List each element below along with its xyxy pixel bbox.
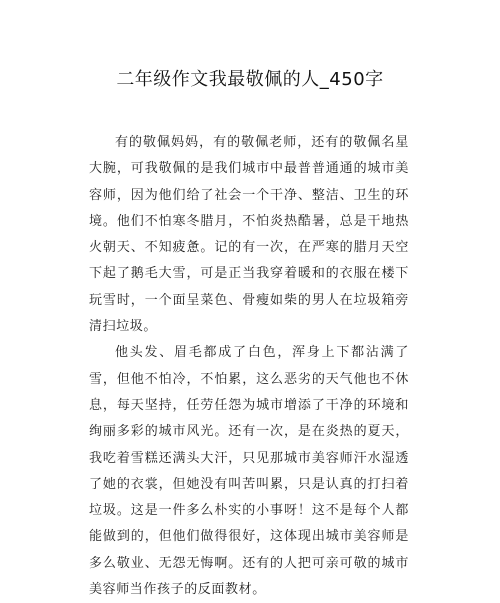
paragraph-1: 有的敬佩妈妈，有的敬佩老师，还有的敬佩名星大腕，可我敬佩的是我们城市中最普普通通的城市美容师，因为他们给了社会一个干净、整洁、卫生的环境。他们不怕寒冬腊月，不怕炎热酷暑，总是干地热火朝天、不知疲惫。记的有一次，在严寒的腊月天空下起了鹅毛大雪，可是正当我穿着暖和的衣服在楼下玩雪时，一个面呈菜色、骨瘦如柴的男人在垃圾箱旁清扫垃圾。	[89, 135, 409, 335]
document-body	[89, 130, 409, 603]
document-title: 二年级作文我最敬佩的人_450字	[116, 69, 384, 90]
paragraph-2: 他头发、眉毛都成了白色，浑身上下都沾满了雪，但他不怕冷，不怕累，这么恶劣的天气他也不休息，每天坚持，任劳任怨为城市增添了干净的环境和绚丽多彩的城市风光。还有一次，是在炎热的夏天，我吃着雪糕还满头大汗，只见那城市美容师汗水湿透了她的衣裳，但她没有叫苦叫累，只是认真的打扫着垃圾。这是一件多么朴实的小事呀！这不是每个人都能做到的，但他们做得很好，这体现出城市美容师是多么敬业、无怨无悔啊。还有的人把可亲可敬的城市美容师当作孩子的反面教材。	[89, 345, 409, 598]
